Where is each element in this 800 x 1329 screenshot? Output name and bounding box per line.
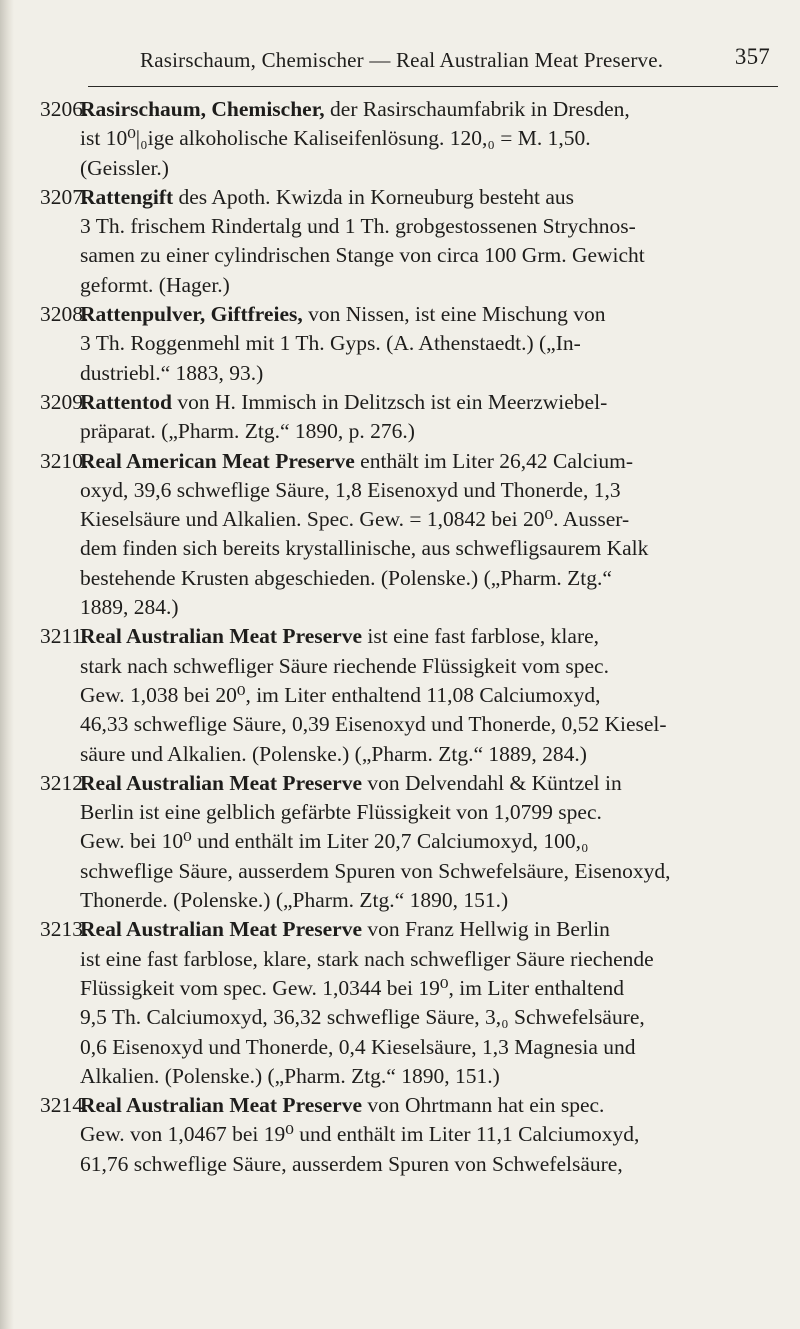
entry-line-text: der Rasirschaumfabrik in Dresden, xyxy=(324,97,630,121)
entry-line xyxy=(80,329,780,358)
entry-line-text: von Nissen, ist eine Mischung von xyxy=(302,302,606,327)
entry-list xyxy=(40,95,780,1179)
entry-line xyxy=(80,271,780,300)
running-head-title: Rasirschaum, Chemischer — Real Australian Meat Preserve. xyxy=(140,48,664,72)
entry-number: 3208. xyxy=(40,302,89,327)
entry-heading: Real Australian Meat Preserve xyxy=(80,770,363,795)
entry-heading: Real Australian Meat Preserve xyxy=(80,917,363,942)
entry-line-text: Berlin ist eine gelblich gefärbte Flüssigkeit von 1,0799 spec. xyxy=(80,800,602,825)
entry-number: 3210. xyxy=(40,448,89,473)
entry-line-text: enthält im Liter 26,42 Calcium- xyxy=(354,448,634,473)
entry-line-text: geformt. (Hager.) xyxy=(80,272,230,297)
entry-line-text: von Ohrtmann hat ein spec. xyxy=(362,1093,605,1118)
entry-line-text: oxyd, 39,6 schweflige Säure, 1,8 Eisenoxyd und Thonerde, 1,3 xyxy=(80,477,621,502)
entry-3212 xyxy=(40,769,780,915)
entry-line xyxy=(80,974,780,1003)
entry-number: 3213. xyxy=(40,917,89,942)
entry-line xyxy=(80,857,780,886)
entry-line-text: Kieselsäure und Alkalien. Spec. Gew. = 1,0842 bei 20⁰. Ausser- xyxy=(80,507,630,532)
entry-line xyxy=(80,827,780,856)
header-rule xyxy=(88,86,778,87)
entry-heading: Rattenpulver, Giftfreies, xyxy=(80,302,303,327)
entry-line-text: 9,5 Th. Calciumoxyd, 36,32 schweflige Säure, 3,₀ Schwefelsäure, xyxy=(80,1005,645,1030)
entry-line-text: schweflige Säure, ausserdem Spuren von Schwefelsäure, Eisenoxyd, xyxy=(80,858,671,883)
entry-3206 xyxy=(40,95,780,183)
entry-line-text: 3 Th. Roggenmehl mit 1 Th. Gyps. (A. Athenstaedt.) („In- xyxy=(80,331,581,356)
entry-line xyxy=(80,1150,780,1179)
entry-line-text: von H. Immisch in Delitzsch ist ein Meerzwiebel- xyxy=(171,389,608,414)
entry-line xyxy=(80,769,780,798)
entry-3207 xyxy=(40,183,780,300)
entry-line-text: 3 Th. frischem Rindertalg und 1 Th. grobgestossenen Strychnos- xyxy=(80,214,636,239)
entry-line xyxy=(80,95,780,124)
entry-line-text: 61,76 schweflige Säure, ausserdem Spuren von Schwefelsäure, xyxy=(80,1151,623,1176)
entry-line xyxy=(80,1062,780,1091)
entry-line-text: Gew. 1,038 bei 20⁰, im Liter enthaltend 11,08 Calciumoxyd, xyxy=(80,682,601,707)
entry-number: 3211. xyxy=(40,624,88,649)
entry-line-text: 0,6 Eisenoxyd und Thonerde, 0,4 Kieselsäure, 1,3 Magnesia und xyxy=(80,1034,636,1059)
entry-line xyxy=(80,241,780,270)
entry-line xyxy=(80,622,780,651)
entry-line-text: säure und Alkalien. (Polenske.) („Pharm. Ztg.“ 1889, 284.) xyxy=(80,741,587,766)
entry-line xyxy=(80,476,780,505)
entry-line-text: präparat. („Pharm. Ztg.“ 1890, p. 276.) xyxy=(80,419,415,444)
entry-line-text: dem finden sich bereits krystallinische, aus schwefligsaurem Kalk xyxy=(80,536,649,561)
entry-line-text: stark nach schwefliger Säure riechende Flüssigkeit vom spec. xyxy=(80,653,609,678)
entry-line xyxy=(80,798,780,827)
entry-line-text: Gew. von 1,0467 bei 19⁰ und enthält im Liter 11,1 Calciumoxyd, xyxy=(80,1122,640,1147)
entry-line-text: ist eine fast farblose, klare, xyxy=(362,624,600,649)
entry-line xyxy=(80,652,780,681)
entry-line xyxy=(80,945,780,974)
entry-line-text: 1889, 284.) xyxy=(80,595,179,620)
entry-line xyxy=(80,505,780,534)
entry-line xyxy=(80,886,780,915)
entry-line-text: ist 10⁰|₀ige alkoholische Kaliseifenlösung. 120,₀ = M. 1,50. xyxy=(80,126,591,151)
entry-line-text: (Geissler.) xyxy=(80,155,169,180)
entry-3213 xyxy=(40,915,780,1091)
entry-heading: Real Australian Meat Preserve xyxy=(80,1093,363,1118)
entry-line xyxy=(80,1033,780,1062)
entry-line-text: ist eine fast farblose, klare, stark nach schwefliger Säure riechende xyxy=(80,946,654,971)
entry-3211 xyxy=(40,622,780,768)
entry-number: 3214. xyxy=(40,1093,89,1118)
entry-line-text: Alkalien. (Polenske.) („Pharm. Ztg.“ 1890, 151.) xyxy=(80,1063,500,1088)
entry-line-text: Flüssigkeit vom spec. Gew. 1,0344 bei 19⁰, im Liter enthaltend xyxy=(80,975,625,1000)
entry-3209 xyxy=(40,388,780,447)
entry-3210 xyxy=(40,447,780,623)
entry-line xyxy=(80,593,780,622)
entry-heading: Real American Meat Preserve xyxy=(80,448,355,473)
entry-line-text: des Apoth. Kwizda in Korneuburg besteht aus xyxy=(173,184,575,209)
entry-line-text: Gew. bei 10⁰ und enthält im Liter 20,7 Calciumoxyd, 100,₀ xyxy=(80,829,589,854)
entry-line-text: Thonerde. (Polenske.) („Pharm. Ztg.“ 1890, 151.) xyxy=(80,888,509,913)
entry-line xyxy=(80,124,780,153)
entry-3208 xyxy=(40,300,780,388)
entry-line xyxy=(80,534,780,563)
entry-heading: Rasirschaum, Chemischer, xyxy=(80,97,325,121)
entry-heading: Real Australian Meat Preserve xyxy=(80,624,363,649)
entry-number: 3209. xyxy=(40,389,89,414)
entry-line xyxy=(80,183,780,212)
entry-line xyxy=(80,1120,780,1149)
entry-line xyxy=(80,417,780,446)
entry-line-text: dustriebl.“ 1883, 93.) xyxy=(80,360,264,385)
entry-line xyxy=(80,154,780,183)
page-edge-shadow xyxy=(0,0,14,1329)
entry-line xyxy=(80,564,780,593)
page-number: 357 xyxy=(734,44,770,69)
entry-line-text: samen zu einer cylindrischen Stange von circa 100 Grm. Gewicht xyxy=(80,243,645,268)
entry-line xyxy=(80,710,780,739)
entry-line xyxy=(80,359,780,388)
entry-line-text: 46,33 schweflige Säure, 0,39 Eisenoxyd und Thonerde, 0,52 Kiesel- xyxy=(80,712,667,737)
entry-line xyxy=(80,212,780,241)
entry-line xyxy=(80,388,780,417)
entry-number: 3212. xyxy=(40,770,89,795)
entry-line-text: von Franz Hellwig in Berlin xyxy=(362,917,610,942)
entry-heading: Rattentod xyxy=(80,389,172,414)
entry-line xyxy=(80,681,780,710)
entry-number: 3206. xyxy=(40,97,89,121)
entry-line xyxy=(80,1003,780,1032)
entry-number: 3207. xyxy=(40,184,89,209)
entry-line xyxy=(80,300,780,329)
entry-line xyxy=(80,740,780,769)
entry-line-text: bestehende Krusten abgeschieden. (Polenske.) („Pharm. Ztg.“ xyxy=(80,565,612,590)
entry-3214 xyxy=(40,1091,780,1179)
entry-line xyxy=(80,447,780,476)
entry-heading: Rattengift xyxy=(80,184,174,209)
entry-line xyxy=(80,915,780,944)
entry-line xyxy=(80,1091,780,1120)
entry-line-text: von Delvendahl & Küntzel in xyxy=(362,770,622,795)
